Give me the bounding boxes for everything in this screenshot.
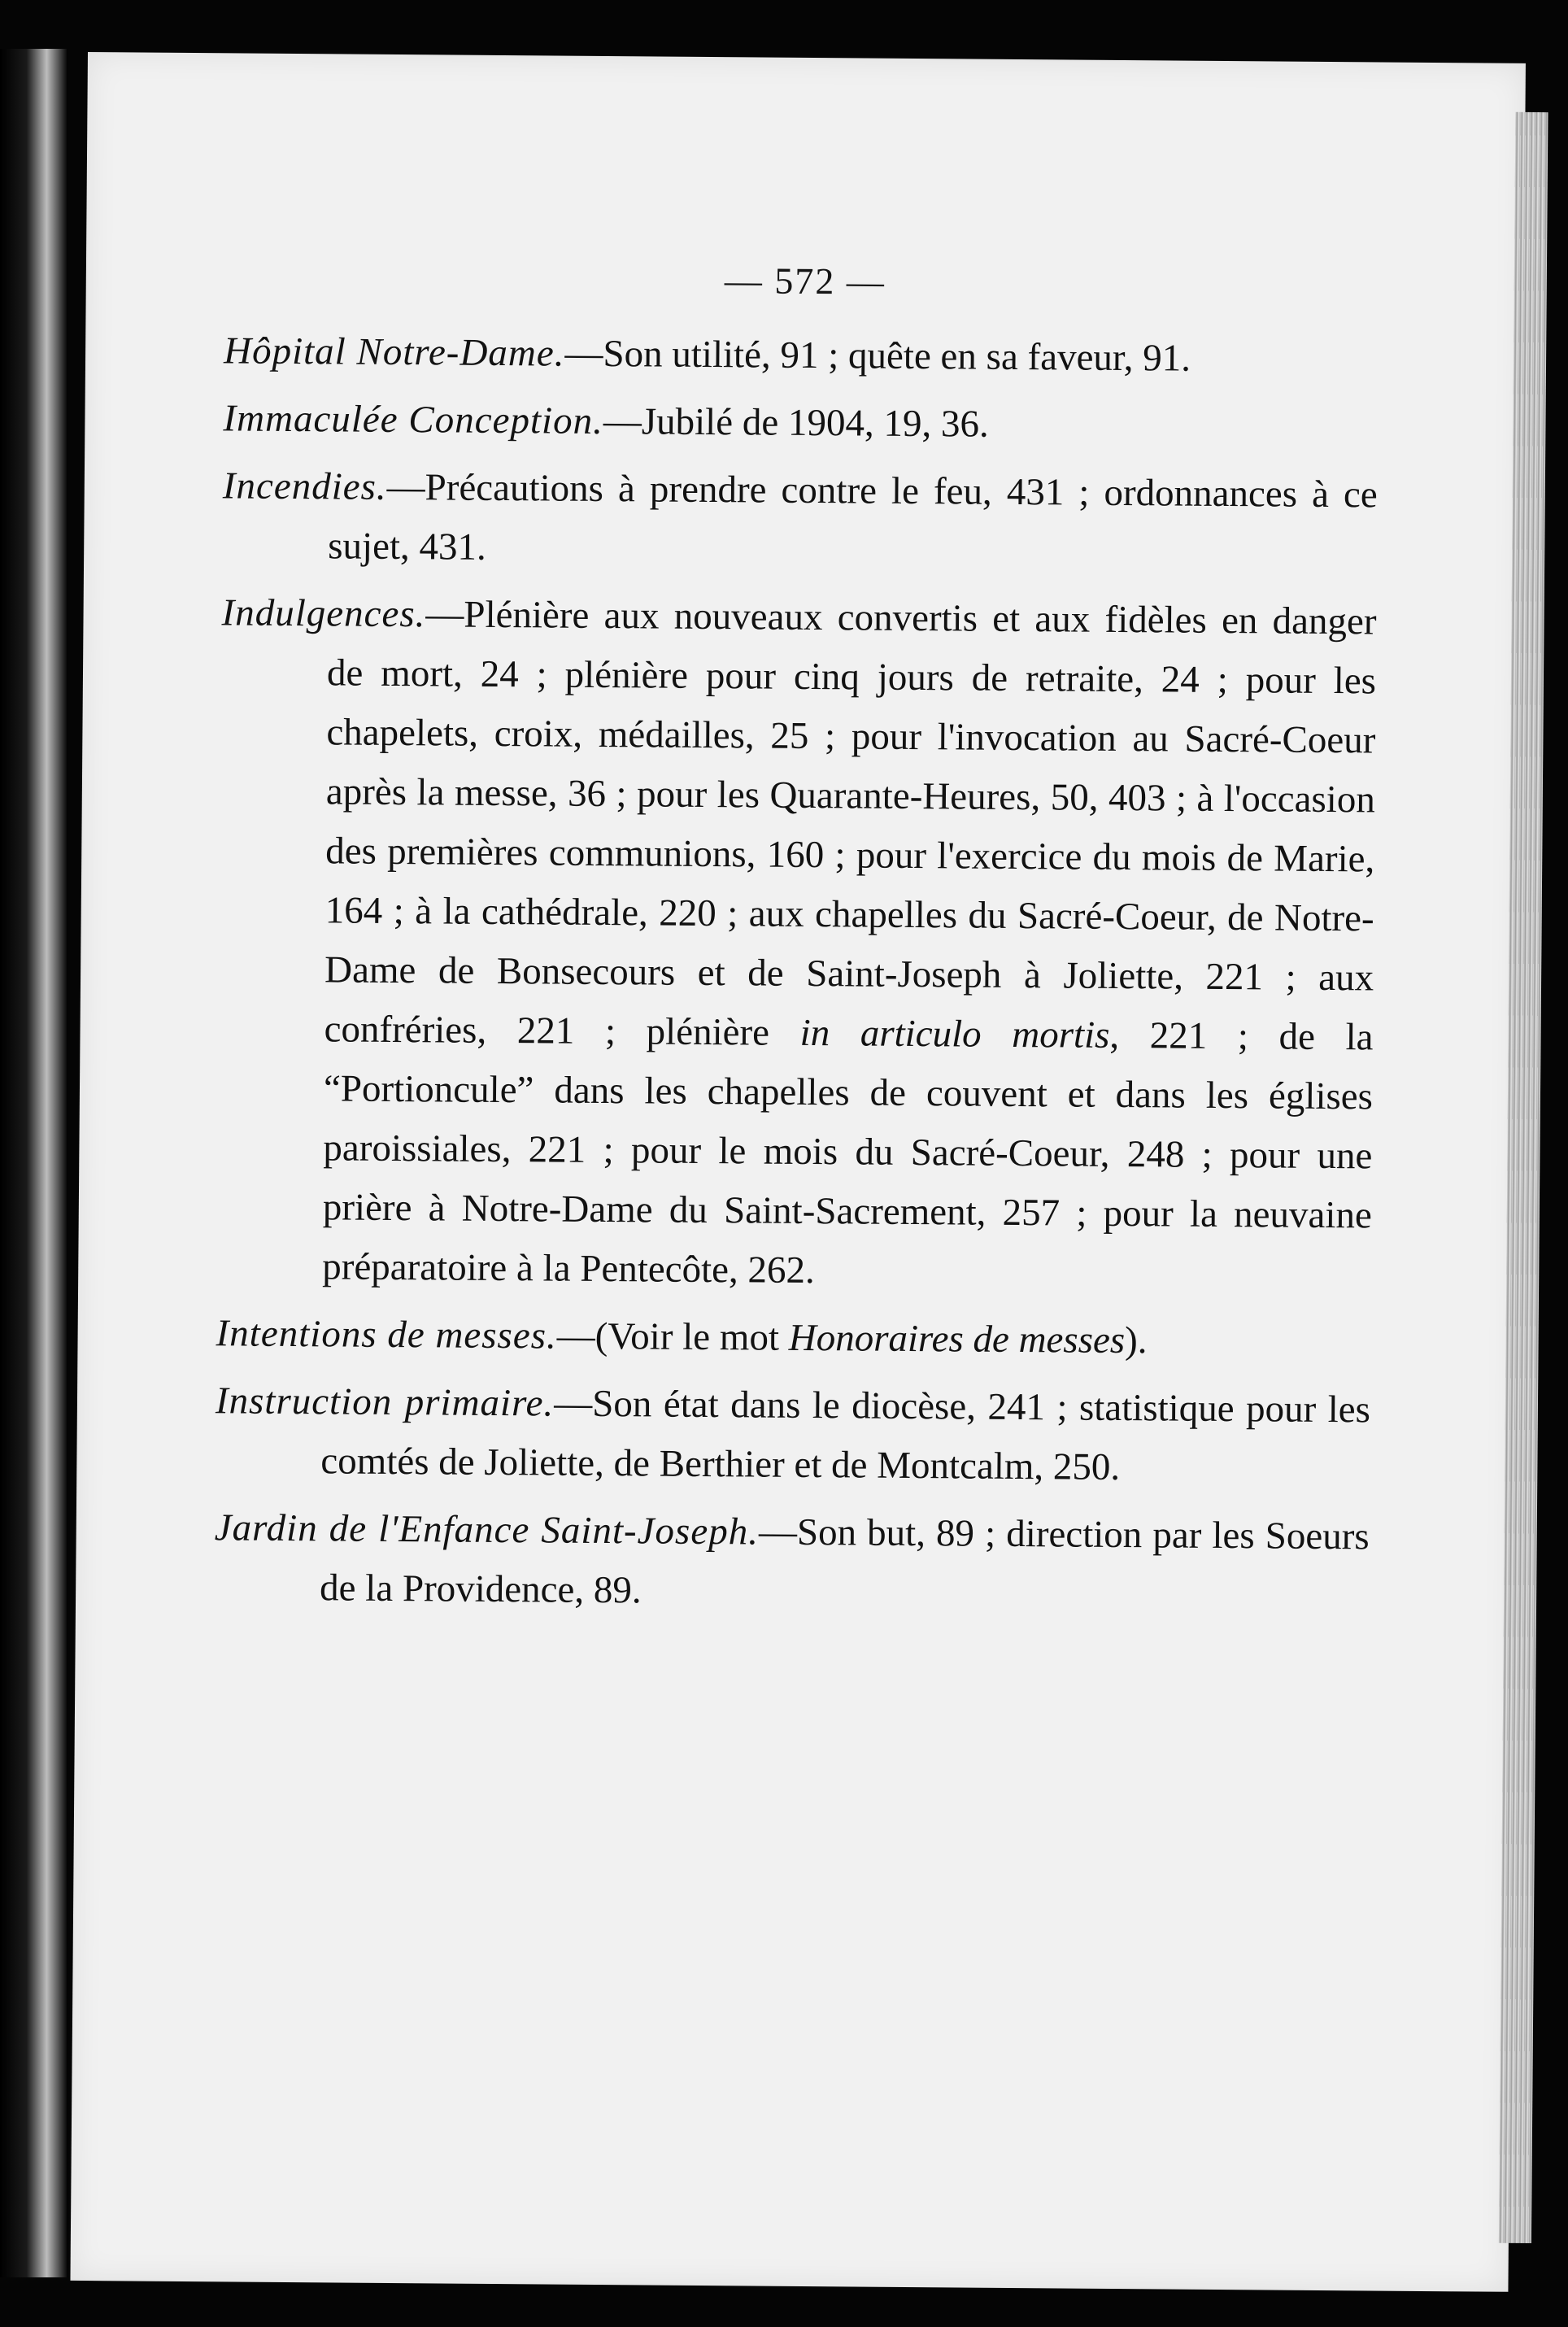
entry-text-continued: ). [1124,1319,1148,1362]
entry-text: —Précautions à prendre contre le feu, 431 ; ordonnances à ce sujet, 431. [328,465,1378,569]
index-entry-indulgences [216,583,1377,1305]
index-entry-intentions [216,1304,1371,1372]
index-entry-jardin [214,1498,1370,1626]
book-page [70,52,1525,2292]
entry-text: —Son but, 89 ; direction par les Soeurs de la Providence, 89. [319,1510,1370,1612]
entry-term: Intentions de messes. [216,1312,557,1357]
index-entry-instruction [215,1371,1370,1499]
entry-term: Immaculée Conception. [223,397,604,442]
entry-text-continued: , 221 ; de la “Portioncule” dans les chapelles de couvent et dans les églises paroissiales, 221 ; pour le mois du Sacré-Coeur, 248 ; pour une prière à Notre-Dame du Saint-Sacrement, 257 ; pour la neuvaine préparatoire à la Pentecôte, 262. [322,1013,1374,1292]
entry-text: —Son utilité, 91 ; quête en sa faveur, 91. [564,332,1191,380]
entry-text: —(Voir le mot [556,1314,789,1359]
entry-text: —Plénière aux nouveaux convertis et aux fidèles en danger de mort, 24 ; plénière pour cinq jours de retraite, 24 ; pour les chapelets, croix, médailles, 25 ; pour l'invocation au Sacré-Coeur après la messe, 36 ; pour les Quarante-Heures, 50, 403 ; à l'occasion des premières communions, 160 ; pour l'exercice du mois de Marie, 164 ; à la cathédrale, 220 ; aux chapelles du Sacré-Coeur, de Notre-Dame de Bonsecours et de Saint-Joseph à Joliette, 221 ; aux confréries, 221 ; plénière [324,593,1377,1054]
page-number: — 572 — [724,259,886,303]
index-entry-incendies [222,456,1378,584]
entry-text: —Son état dans le diocèse, 241 ; statistique pour les comtés de Joliette, de Berthier et de Montcalm, 250. [320,1382,1371,1489]
entry-term: Hôpital Notre-Dame. [223,329,565,375]
adjacent-page-edge [0,49,67,2277]
entry-italic-phrase: Honoraires de messes [788,1316,1126,1362]
entry-text: —Jubilé de 1904, 19, 36. [603,399,989,446]
entry-term: Incendies. [222,464,387,508]
index-entry-hopital [224,321,1379,390]
entry-term: Jardin de l'Enfance Saint-Joseph. [214,1506,760,1554]
index-entries [214,321,1379,1634]
entry-term: Indulgences. [221,591,426,636]
entry-term: Instruction primaire. [215,1379,555,1425]
entry-italic-phrase: in articulo mortis [799,1011,1110,1057]
page-stack-edge [1499,112,1548,2243]
index-entry-immaculee [223,389,1379,457]
